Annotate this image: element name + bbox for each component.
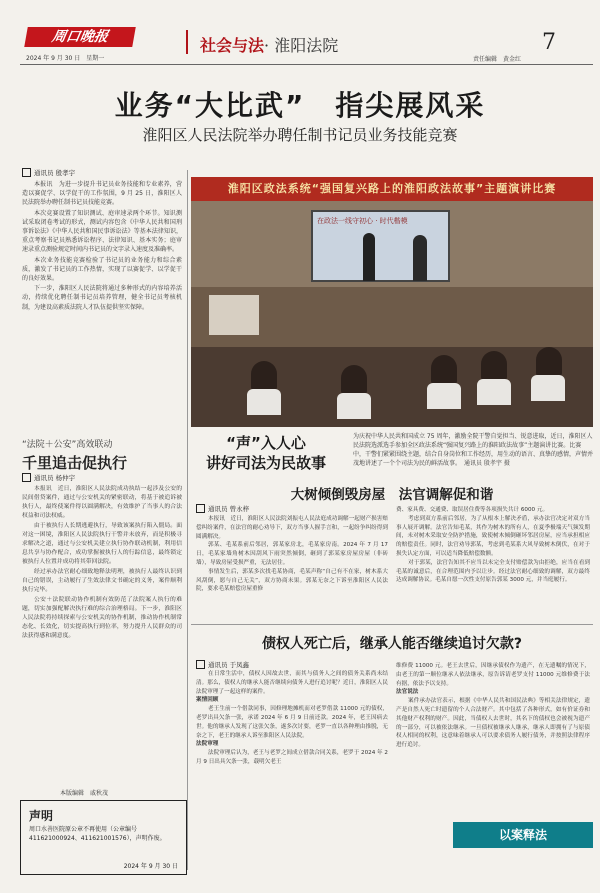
section-divider <box>186 30 188 54</box>
article1-byline <box>22 168 75 177</box>
audience-shirt <box>247 389 281 415</box>
article1-paragraph: 本报讯 为进一步提升书记员业务技能和专业素养，营造以赛促学、以学促干的工作氛围，9 月 25 日，淮阳区人民法院举办聘任制书记员技能竞赛。 <box>22 181 182 207</box>
speech-contest-photo <box>191 177 593 427</box>
article2-byline-text: 通讯员 曾永梓 <box>208 505 250 513</box>
article3-byline <box>196 660 249 669</box>
section-header <box>200 33 338 56</box>
article2-title: 大树倾倒毁房屋 法官调解促和谐 <box>290 487 494 503</box>
byline-box-icon <box>196 504 205 513</box>
article3-col1 <box>196 670 388 767</box>
column-separator <box>187 170 188 870</box>
page-number: 7 <box>542 30 556 55</box>
audience-head <box>431 355 457 385</box>
audience-head <box>481 351 507 381</box>
audience-shirt <box>531 375 565 401</box>
article2-paragraph: 费、家具费、交通费、取误居住费等各项损失共计 6000 元。 <box>396 507 549 513</box>
main-subheadline: 淮阳区人民法院举办聘任制书记员业务技能竞赛 <box>142 126 458 144</box>
byline-box-icon <box>22 168 31 177</box>
article3-paragraph: 案件承办法官表示，根据《中华人民共和国民法典》等相关法律规定，遗产是自然人死亡时遗留的个人合法财产。其中包括了各种形式，如有价证券和其他财产权利的财产。因此，当债权人去世时，其名下的债权也会被视为遗产的一部分，可以被依法继承。一旦债权被继承人继承，继承人即拥有了与原债权人相同的权利，这意味着继承人可以要求债务人履行债务，并按照法律程序进行追讨。 <box>396 698 590 749</box>
statement-date: 2024 年 9 月 30 日 <box>123 863 178 870</box>
header-rule <box>20 64 593 65</box>
article3-subhead: 案情回顾 <box>196 697 219 704</box>
speaker-figure <box>413 235 427 281</box>
article2-paragraph: 考虑到双方系前后邻居，为了从根本上解决矛盾，承办法官决定对双方当事人展开调解。法官告知毛某，其作为树木的所有人，在夏季极端天气频发期间，未对树木采取安全防护措施，致使树木倾倒砸坏邻居房屋，应当承担相应的赔偿责任。同时，法官劝导郭某，考虑到毛某系大风导致树木倒伏，在对于损失认定方面，可以适当降低赔偿数额。 <box>396 515 590 557</box>
sidebar-paragraph: 由于被执行人长期逃避执行，导致该案执行陷入僵局。面对这一困境，淮阳区人民法院执行干警并未放弃，而是积极寻求解决之道，通过与公安机关建立执行协作联动机制，利用信息共享与协作配合，成功掌握被执行人的行踪信息，最终锁定被执行人位置并成功将其带回法院。 <box>22 523 182 565</box>
article2-paragraph: 事情发生后，郭某多次找毛某协商，毛某声称“自己有不在家，树木系大风刮倒，愿与自己无关”，双方协商未果。郭某无奈之下诉至淮阳区人民法院，要求毛某赔偿房屋重修 <box>196 568 388 593</box>
audience-head <box>341 365 367 395</box>
article3-subhead: 法官说法 <box>396 689 419 696</box>
article1-byline-text: 通讯员 殷孝宇 <box>34 169 76 177</box>
editor-credit: 责任编辑 黄金红 <box>473 56 522 63</box>
page-editor: 本版编辑 戚秋茂 <box>60 790 109 797</box>
article1-body <box>22 180 182 312</box>
main-headline: 业务“大比武” 指尖展风采 <box>114 89 486 122</box>
article1-paragraph: 下一步，淮阳区人民法院将通过多种形式的内容培养活动，持续优化聘任制书记员培养管理，健全书记员考核机制，为建设高素质法院人才队伍提供坚实保障。 <box>22 285 182 311</box>
photo-caption: 为庆祝中华人民共和国成立 75 周年，激励全院干警自觉担当、锐意进取，近日，淮阳区人民法院选派选手参加全区政法系统“强国复兴路上的淮阳政法故事”主题演讲比赛。比赛中，干警们紧紧围绕主题，结合自身岗位和工作经历，用生动的语言、真挚的感情，声情并茂地讲述了一个个司法为民的鲜活故事。 通讯员 殷孝宇 摄 <box>353 433 594 467</box>
article3-title: 债权人死亡后，继承人能否继续追讨欠款? <box>261 636 523 652</box>
photo-audience <box>191 347 593 427</box>
article2-byline <box>196 504 249 513</box>
statement-text: 周口水善医院原公章不再使用（公章编号 411621000924、411621001576），声明作废。 <box>29 826 166 842</box>
photo-screen-text: 在政法一线守初心 · 时代楷模 <box>317 217 408 225</box>
article3-paragraph: 维修费 11000 元。老王去世后，因继承债权作为遗产，在无遗嘱的情况下，由老王的第一顺位继承人依法继承，原告诉请老罗支付 11000 元维修费于法有据，依法予以支持。 <box>396 663 590 687</box>
article2-paragraph: 对于郭某，法官告知其不应当以未完全支付赔偿款为由拒绝，应当在看到毛某的诚意后，在合理范围内予以让步。经过法官耐心细致的调解，双方最终达成调解协议。毛某自愿一次性支付原告郭某 3000 元，并当庭履行。 <box>396 559 590 584</box>
article3-paragraph: 在日常生活中，债权人因故去世，而其与债务人之间的债务关系尚未结清。那么，债权人的继承人能否继续向债务人进行追讨呢？近日，淮阳区人民法院审理了一起这样的案件。 <box>196 671 388 695</box>
article3-paragraph: 法院审理后认为，老王与老罗之间成立借款合同关系，老罗于 2024 年 2 月 9 日出具欠条一张，载明欠老王 <box>196 750 388 765</box>
sidebar-paragraph: 公安＋法院联动协作机制有效防范了法院案人执行的难题，切实加强配解决执行难的综合治理格局。下一步，淮阳区人民法院将持续探索与公安机关的协作机制，推动协作机制常态化、长效化，切实提高执行到位率，努力提升人民群众的司法获得感和满意度。 <box>22 597 182 639</box>
article2-col2 <box>396 506 590 585</box>
case-law-stamp: 以案释法 <box>453 822 593 848</box>
byline-box-icon <box>22 473 31 482</box>
sidebar-kicker: “法院＋公安”高效联动 <box>22 440 113 450</box>
section-title: 社会与法 <box>200 36 265 55</box>
sidebar-body <box>22 485 182 641</box>
sidebar-paragraph: 本报讯 近日，淮阳区人民法院成功执结一起涉及公安的民间借贷案件，通过与公安机关的紧密联动，将基于被追诉被执行人，最终使案件得以圆满解决，有效维护了当事人的合法权益和司法权威。 <box>22 486 182 519</box>
statement-title: 声明 <box>29 809 54 823</box>
issue-date: 2024 年 9 月 30 日 星期一 <box>26 55 105 62</box>
photo-title: “声”入人心 讲好司法为民故事 <box>206 434 327 472</box>
photo-banner: 淮阳区政法系统“强国复兴路上的淮阳政法故事”主题演讲比赛 <box>191 177 593 201</box>
section-subtitle: · 淮阳法院 <box>264 36 339 55</box>
audience-shirt <box>427 383 461 409</box>
article3-paragraph: 老王生前一个借款同事，因修理地摊机而对老罗借款 11000 元的债权，老罗出具欠条一张，承诺 2024 年 6 月 9 日前还款。2024 年，老王因病去世。他的继承人发现了这张欠条，遂多次讨要，老罗一直以各种理由推脱，无奈之下，老王的继承人诉至淮阳区人民法院。 <box>196 706 388 739</box>
sidebar-byline-text: 通讯员 杨仲宇 <box>34 474 76 482</box>
photo-screen <box>311 210 450 282</box>
article2-paragraph: 本报讯 近日，淮阳区人民法院刘振屯人民法庭成功调解一起财产损害赔偿纠纷案件，在法官的耐心劝导下，双方当事人握手言和，一起纷争纠纷得到圆满解决。 <box>196 516 388 540</box>
newspaper-logo: 周口晚报 <box>24 27 136 47</box>
article3-byline-text: 通讯员 于凤鑫 <box>208 661 250 669</box>
sidebar-paragraph: 经过承办法官耐心细致地释法明理，被执行人最终认识到自己的错误，主动履行了生效法律文书确定的义务，案件顺利执行完毕。 <box>22 569 182 593</box>
speaker-figure <box>363 233 375 281</box>
article3-subhead: 法院审理 <box>196 741 219 748</box>
article3-col2 <box>396 662 590 750</box>
article2-col1 <box>196 515 388 594</box>
audience-head <box>251 361 277 391</box>
sidebar-byline <box>22 473 75 482</box>
article1-paragraph: 本次竞赛设置了知识测试、庭审速录两个环节。知识测试采取闭卷考试的形式，测试内容包含《中华人民共和国刑事诉讼法》《中华人民共和国民事诉讼法》等基本法律知识，重点考察书记员熟悉诉讼程序、法律知识、基本实务；庭审速录重点测验规定时间内书记员的文字录入速度及准确率。 <box>22 209 182 254</box>
byline-box-icon <box>196 660 205 669</box>
statement-notice <box>20 800 187 875</box>
article1-paragraph: 本次业务技能竞赛检验了书记员的业务能力和综合素质，激发了书记员的工作热情，实现了以赛促学、以学促干的良好效果。 <box>22 256 182 283</box>
sidebar-title: 千里追击促执行 <box>22 454 128 472</box>
judges-table <box>209 295 259 335</box>
audience-shirt <box>337 393 371 419</box>
article-separator <box>191 624 593 625</box>
audience-head <box>536 347 562 377</box>
article2-paragraph: 郭某、毛某系前后邻居，郭某家房北，毛某家房南。2024 年 7 月 17 日，毛某家墙角树木因刮风下雨突然倾倒，砸到了郭某家房屋房屋（非砖墙），导致房屋受损严重，无法居住。 <box>196 542 388 566</box>
audience-shirt <box>477 379 511 405</box>
